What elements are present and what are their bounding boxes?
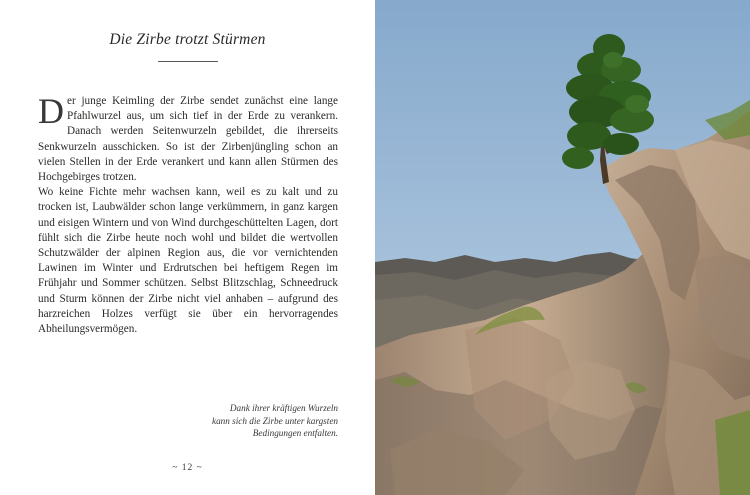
pine-on-cliff-photo: [375, 0, 750, 495]
paragraph-2: Wo keine Fichte mehr wachsen kann, weil es zu kalt und zu trocken ist, Laubwälder schon lange verkümmern, in ganz kargen und eisigen Wintern und von Wind durchgeschüttelten Lagen, dort fühlt sich die Zirbe heute noch wohl und bildet die wertvollen Schutzwälder der alpinen Region aus, die vor vernichtenden Lawinen im Winter und Erdrutschen bei heftigem Regen im Frühjahr und Sommer schützen. Selbst Blitzschlag, Schneedruck und Sturm können der Zirbe nicht viel anhaben – aufgrund des harzreichen Holzes verfügt sie über ein hervorragendes Abheilungsvermögen.: [38, 186, 338, 336]
body-text: [38, 91, 338, 337]
chapter-title: Die Zirbe trotzt Stürmen: [109, 31, 266, 48]
photo-caption: [175, 402, 338, 440]
drop-cap: D: [38, 91, 64, 131]
caption-line: Bedingungen entfalten.: [252, 428, 338, 439]
caption-line: kann sich die Zirbe unter kargsten: [212, 415, 338, 426]
title-divider: [158, 61, 218, 62]
paragraph-1: [38, 91, 338, 185]
paragraph-1-text: er junge Keimling der Zirbe sendet zunächst eine lange Pfahlwurzel aus, um sich tief in der Erde zu verankern. Danach werden Seitenwurzeln gebildet, die ihrerseits Senkwurzeln ausschicken. So ist der Zirbenjüngling schon an vielen Stellen in der Erde verankert und kann allen Stürmen des Hochgebirges trotzen.: [38, 95, 338, 184]
right-page-photo: [375, 0, 750, 495]
page-number: ~ 12 ~: [172, 463, 203, 473]
caption-line: Dank ihrer kräftigen Wurzeln: [229, 403, 338, 413]
